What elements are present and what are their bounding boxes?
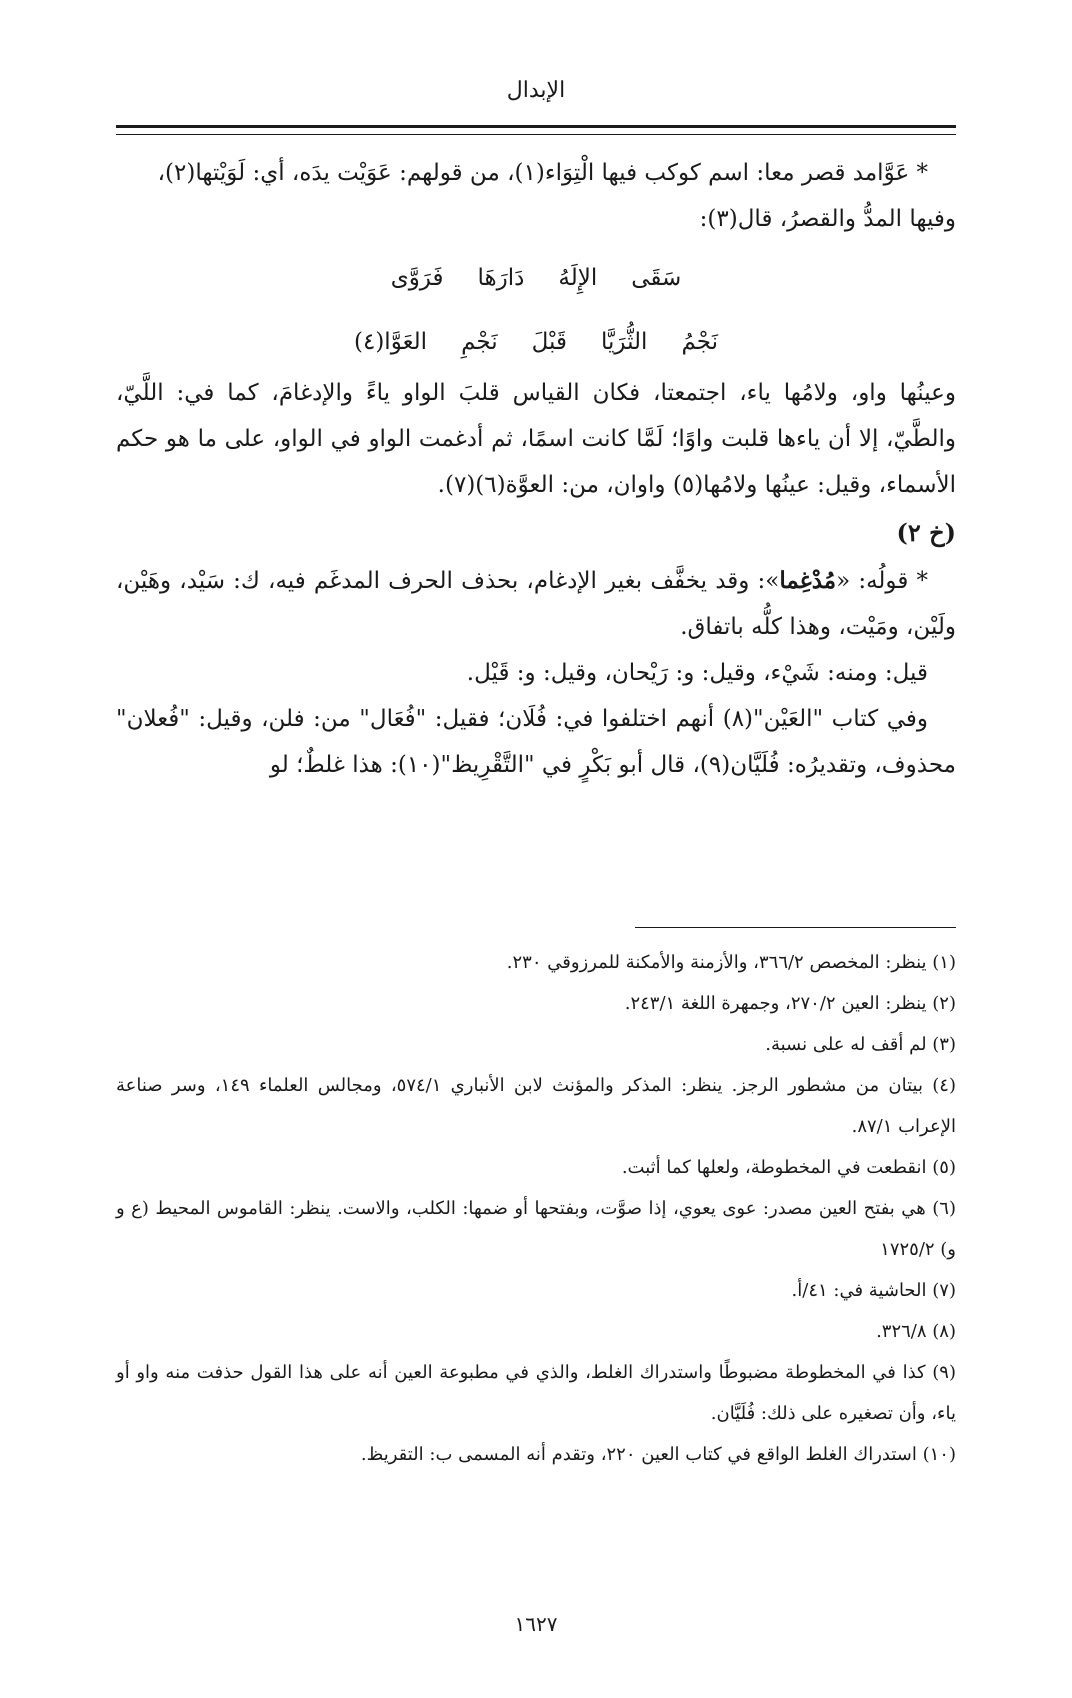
section-marker: (خ ٢) bbox=[896, 518, 956, 547]
paragraph-line: * عَوَّامد قصر معا: اسم كوكب فيها الْتِوَاء(١)، من قولهم: عَوَيْت يدَه، أي: لَوَيْتها(٢)، bbox=[157, 160, 928, 186]
quote-rest: »: وقد يخفَّف بغير الإدغام، بحذف الحرف المدغَم فيه، ك: سَيْد، وهَيْن، ولَيْن، ومَيْت، وهذا كلُّه باتفاق. bbox=[116, 568, 956, 640]
paragraph: قيل: ومنه: شَيْء، وقيل: و: رَيْحان، وقيل: و: قَيْل. bbox=[466, 660, 928, 686]
verse-word: نَجْمِ bbox=[461, 329, 498, 355]
verse-word: نَجْمُ bbox=[681, 329, 719, 355]
footnote: (٤) بيتان من مشطور الرجز. ينظر: المذكر والمؤنث لابن الأنباري ٥٧٤/١، ومجالس العلماء ١٤٩، وسر صناعة الإعراب ٨٧/١. bbox=[116, 1075, 956, 1137]
footnote: (٧) الحاشية في: ٤١/أ. bbox=[791, 1280, 956, 1301]
verse-word: الثُّرَيَّا bbox=[601, 329, 648, 355]
page-number: ١٦٢٧ bbox=[514, 1612, 558, 1636]
footnote: (٥) انقطعت في المخطوطة، ولعلها كما أثبت. bbox=[621, 1157, 956, 1178]
quote-prefix: * قولُه: « bbox=[836, 568, 928, 594]
running-title: الإبدال bbox=[506, 78, 566, 103]
footnote: (١٠) استدراك الغلط الواقع في كتاب العين ٢٢٠، وتقدم أنه المسمى ب: التقريظ. bbox=[360, 1444, 956, 1465]
header-rule-thick bbox=[116, 125, 956, 128]
footnote: (٣) لم أقف له على نسبة. bbox=[765, 1034, 956, 1055]
paragraph: وفي كتاب "العَيْن"(٨) أنهم اختلفوا في: فُلَان؛ فقيل: "فُعَال" من: فلن، وقيل: "فُعلان" محذوف، وتقديرُه: فُلَيَّان(٩)، قال أبو بَكْرٍ في "التَّقْرِيظ"(١٠): هذا غلطٌ؛ لو bbox=[116, 706, 956, 778]
quoted-term: مُدْغِما bbox=[779, 567, 837, 594]
verse-word: سَقَى bbox=[631, 265, 682, 291]
paragraph: وعينُها واو، ولامُها ياء، اجتمعتا، فكان القياس قلبَ الواو ياءً والإدغامَ، كما في: اللَّيّ، والطَّيّ، إلا أن ياءها قلبت واوًا؛ لَمَّا كانت اسمًا، ثم أدغمت الواو في الواو، على ما هو حكم الأسماء، وقيل: عينُها ولامُها(٥) واوان، من: العوَّة(٦)(٧). bbox=[116, 380, 956, 498]
footnotes bbox=[116, 942, 956, 1475]
footnote: (٨) ٣٢٦/٨. bbox=[876, 1321, 956, 1342]
paragraph-line: وفيها المدُّ والقصرُ، قال(٣): bbox=[699, 206, 956, 232]
verse-line-2 bbox=[116, 314, 956, 370]
footnote-separator bbox=[635, 927, 956, 928]
verse-word: الإِلَهُ bbox=[558, 265, 598, 291]
footnote: (١) ينظر: المخصص ٣٦٦/٢، والأزمنة والأمكنة للمرزوقي ٢٣٠. bbox=[506, 952, 956, 973]
main-text bbox=[116, 150, 956, 788]
verse-line-1 bbox=[116, 250, 956, 306]
verse-word: العَوَّا(٤) bbox=[353, 329, 428, 355]
footnote: (٩) كذا في المخطوطة مضبوطًا واستدراك الغلط، والذي في مطبوعة العين أنه على هذا القول حذفت منه واو أو ياء، وأن تصغيره على ذلك: فُلَيَّان. bbox=[116, 1362, 956, 1424]
verse-word: فَرَوَّى bbox=[390, 265, 444, 291]
verse-word: دَارَهَا bbox=[477, 265, 525, 291]
footnote: (٦) هي بفتح العين مصدر: عوى يعوي، إذا صوَّت، وبفتحها أو ضمها: الكلب، والاست. ينظر: القاموس المحيط (ع و و) ١٧٢٥/٢ bbox=[116, 1198, 956, 1260]
paragraph bbox=[116, 558, 956, 650]
footnote: (٢) ينظر: العين ٢٧٠/٢، وجمهرة اللغة ٢٤٣/١. bbox=[624, 993, 956, 1014]
verse-word: قَبْلَ bbox=[531, 329, 567, 355]
header-rule-thin bbox=[116, 134, 956, 135]
